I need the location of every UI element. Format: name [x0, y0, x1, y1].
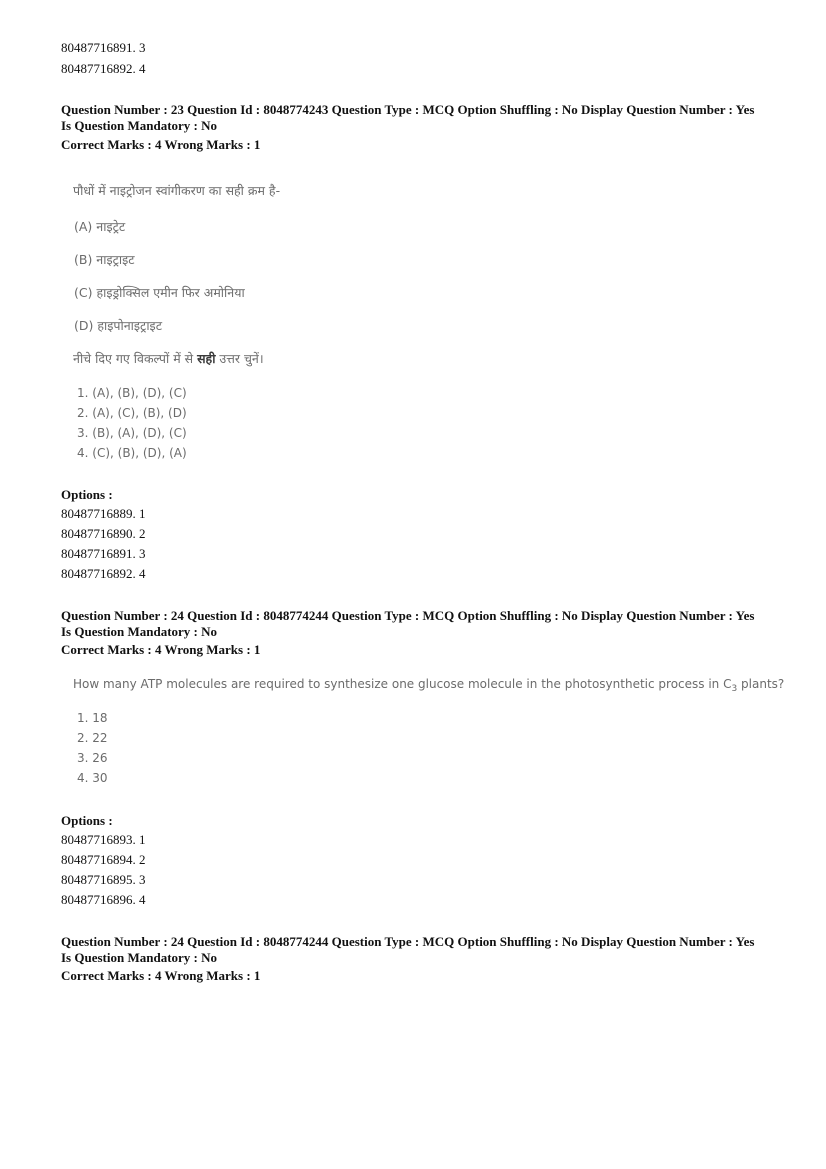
instruction-post: उत्तर चुनें।	[215, 351, 264, 366]
question-text	[73, 677, 784, 697]
question-header: Question Number : 23 Question Id : 8048774243 Question Type : MCQ Option Shuffling : No Display Question Number : Yes	[61, 102, 755, 117]
question-item: (D) हाइपोनाइट्राइट	[74, 318, 162, 333]
question-marks: Correct Marks : 4 Wrong Marks : 1	[61, 968, 261, 983]
option-line: 80487716891. 3	[61, 546, 146, 561]
options-label: Options :	[61, 813, 113, 828]
option-line: 80487716889. 1	[61, 506, 146, 521]
option-line: 80487716891. 3	[61, 40, 146, 55]
option-line: 80487716892. 4	[61, 61, 146, 76]
question-mandatory: Is Question Mandatory : No	[61, 624, 218, 639]
answer-choice: 2. 22	[77, 731, 108, 745]
option-line: 80487716895. 3	[61, 872, 146, 887]
answer-choice: 4. 30	[77, 771, 108, 785]
options-label: Options :	[61, 487, 113, 502]
question-item: (B) नाइट्राइट	[74, 252, 135, 267]
question-text-main: How many ATP molecules are required to synthesize one glucose molecule in the photosynthetic process in C	[73, 677, 732, 691]
option-line: 80487716892. 4	[61, 566, 146, 581]
option-line: 80487716894. 2	[61, 852, 146, 867]
question-subscript: 3	[731, 684, 738, 694]
question-header: Question Number : 24 Question Id : 8048774244 Question Type : MCQ Option Shuffling : No Display Question Number : Yes	[61, 934, 755, 949]
answer-choice: 1. 18	[77, 711, 108, 725]
question-text: पौधों में नाइट्रोजन स्वांगीकरण का सही क्रम है-	[73, 183, 281, 198]
option-line: 80487716893. 1	[61, 832, 146, 847]
question-item: (A) नाइट्रेट	[74, 219, 126, 234]
answer-choice: 2. (A), (C), (B), (D)	[77, 406, 187, 420]
question-marks: Correct Marks : 4 Wrong Marks : 1	[61, 642, 261, 657]
question-instruction	[73, 351, 264, 366]
option-line: 80487716890. 2	[61, 526, 146, 541]
answer-choice: 3. 26	[77, 751, 108, 765]
question-marks: Correct Marks : 4 Wrong Marks : 1	[61, 137, 261, 152]
answer-choice: 1. (A), (B), (D), (C)	[77, 386, 187, 400]
question-text-end: plants?	[737, 677, 785, 691]
question-mandatory: Is Question Mandatory : No	[61, 118, 218, 133]
instruction-pre: नीचे दिए गए विकल्पों में से	[73, 351, 198, 366]
answer-choice: 4. (C), (B), (D), (A)	[77, 446, 187, 460]
option-line: 80487716896. 4	[61, 892, 146, 907]
question-mandatory: Is Question Mandatory : No	[61, 950, 218, 965]
question-item: (C) हाइड्रोक्सिल एमीन फिर अमोनिया	[74, 285, 245, 300]
answer-choice: 3. (B), (A), (D), (C)	[77, 426, 187, 440]
instruction-bold: सही	[197, 351, 216, 366]
question-header: Question Number : 24 Question Id : 8048774244 Question Type : MCQ Option Shuffling : No Display Question Number : Yes	[61, 608, 755, 623]
